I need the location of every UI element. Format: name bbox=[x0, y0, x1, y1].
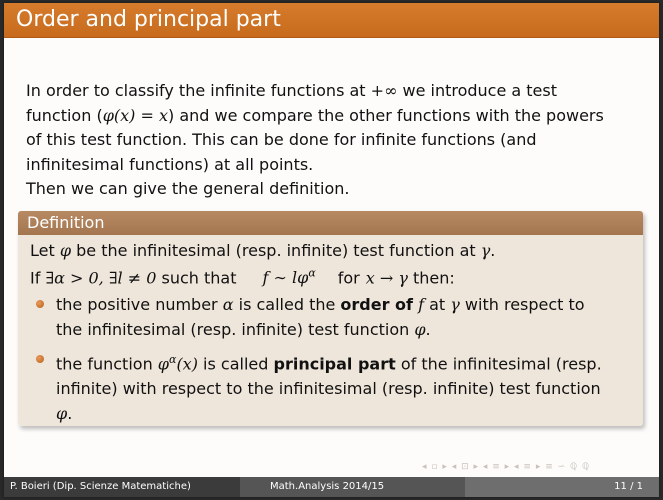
intro-paragraph bbox=[26, 79, 636, 202]
title-bar bbox=[4, 3, 659, 38]
navigation-icons[interactable]: ◂ ▫ ▸ ◂ ⊡ ▸ ◂ ≡ ▸ ◂ ≡ ▸ ≡ ∽ ℚ ℚ bbox=[422, 462, 591, 472]
footer-course: Math.Analysis 2014/15 bbox=[240, 477, 465, 497]
intro-line-5: Then we can give the general definition. bbox=[26, 179, 350, 198]
intro-line-3: of this test function. This can be done for infinite functions (and bbox=[26, 130, 537, 149]
definition-header: Definition bbox=[18, 211, 643, 235]
slide bbox=[4, 3, 659, 497]
list-item: the function $\varphi^\alpha(x)$ is called principal part of the infinitesimal (resp. infinite) with respect to the infinitesimal (resp. infinite) test function φ. bbox=[30, 348, 631, 426]
definition-bullets bbox=[30, 293, 631, 426]
asymptotic-relation: f ∼ $l\varphi^\alpha$ bbox=[262, 267, 316, 288]
bullet-icon bbox=[36, 355, 44, 363]
test-function-formula: φ(x) = x bbox=[102, 105, 168, 125]
intro-line-2: function (φ(x) = x) and we compare the other functions with the powers bbox=[26, 105, 604, 125]
definition-block bbox=[18, 211, 643, 426]
definition-line-1: Let φ be the infinitesimal (resp. infinite) test function at γ. bbox=[30, 241, 496, 260]
list-item: the positive number α is called the order of f at γ with respect to the infinitesimal (resp. infinite) test function φ. bbox=[30, 293, 631, 342]
footer-author: P. Boieri (Dip. Scienze Matematiche) bbox=[4, 477, 240, 497]
definition-body bbox=[18, 235, 643, 426]
bullet-icon bbox=[36, 300, 44, 308]
slide-title: Order and principal part bbox=[16, 7, 281, 32]
definition-line-2: If ∃α > 0, ∃l ≠ 0 such that f ∼ $l\varphi^\alpha$ for x → γ then: bbox=[30, 267, 455, 288]
intro-line-4: infinitesimal functions) at all points. bbox=[26, 154, 314, 174]
existence-condition: ∃α > 0, ∃l ≠ 0 bbox=[45, 268, 157, 288]
intro-line-1: In order to classify the infinite functions at +∞ we introduce a test bbox=[26, 81, 558, 100]
footer-page-number: 11 / 1 bbox=[465, 477, 659, 497]
infinity-symbol: +∞ bbox=[370, 81, 398, 100]
footer bbox=[4, 477, 659, 497]
